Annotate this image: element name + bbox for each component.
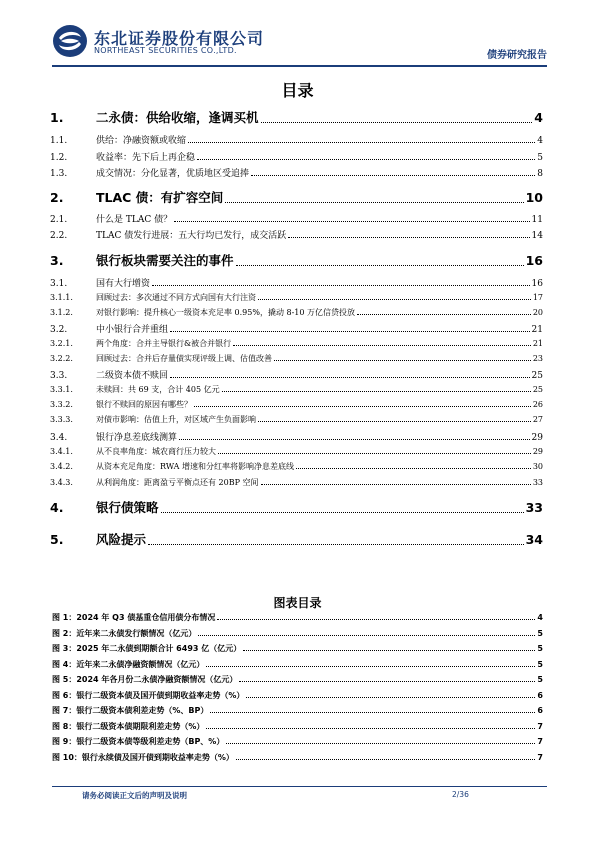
figure-entry-page: 7 [537, 752, 543, 762]
toc-entry-page: 5 [537, 153, 543, 163]
toc-entry[interactable] [50, 228, 543, 241]
dot-leader [274, 360, 531, 361]
toc-entry[interactable] [50, 133, 543, 146]
figure-entry[interactable] [52, 659, 543, 670]
toc-entry-page: 34 [525, 532, 543, 547]
toc-entry[interactable] [50, 446, 543, 457]
toc-entry-number: 1.3. [50, 169, 68, 179]
dot-leader [198, 635, 535, 636]
figure-entry-title: 图 7：银行二级资本债利差走势（%、BP） [52, 706, 209, 715]
toc-entry-number: 3. [50, 253, 64, 268]
toc-entry-number: 3.3.2. [50, 400, 73, 409]
toc-entry-page: 25 [532, 385, 543, 394]
toc-entry-page: 26 [532, 400, 543, 409]
toc-entry-title: 银行不赎回的原因有哪些？ [96, 400, 192, 409]
toc-entry-number: 3.1. [50, 279, 68, 289]
figure-entry[interactable] [52, 674, 543, 685]
toc-entry-title: 两个角度：合并主导银行&被合并银行 [96, 339, 232, 348]
figure-entry-title: 图 6：银行二级资本债及国开债到期收益率走势（%） [52, 690, 245, 700]
toc-entry-number: 3.2. [50, 325, 68, 335]
toc-title: 目录 [281, 81, 314, 100]
dot-leader [197, 159, 535, 160]
figure-entry[interactable] [52, 705, 543, 716]
toc-entry-page: 11 [531, 215, 543, 225]
dot-leader [217, 619, 535, 620]
figure-entry-title: 图 2：近年来二永债发行额情况（亿元） [52, 628, 197, 638]
toc-entry-number: 1. [50, 110, 64, 125]
toc-entry-number: 3.4. [50, 433, 68, 443]
dot-leader [236, 759, 535, 760]
dot-leader [226, 743, 535, 744]
toc-entry-page: 8 [537, 169, 543, 179]
dot-leader [239, 681, 535, 682]
dot-leader [243, 650, 535, 651]
toc-entry-title: 风险提示 [96, 532, 147, 547]
figure-entry[interactable] [52, 721, 543, 732]
dot-leader [261, 484, 531, 485]
figure-entry[interactable] [52, 628, 543, 639]
toc-entry-title: 供给：净融资额或收缩 [96, 136, 187, 146]
dot-leader [225, 202, 523, 203]
toc-entry-title: 从不良率角度：城农商行压力较大 [96, 447, 216, 456]
toc-entry[interactable] [50, 477, 543, 488]
page-header [52, 22, 547, 64]
dot-leader [236, 265, 524, 266]
figure-entry[interactable] [52, 690, 543, 701]
toc-entry-title: 二永债：供给收缩，逢调买机 [96, 110, 259, 125]
northeast-securities-logo-icon [52, 24, 88, 58]
toc-entry-number: 2.1. [50, 215, 68, 225]
toc-entry-title: 从利润角度：距离盈亏平衡点还有 20BP 空间 [96, 478, 259, 487]
figure-entry-title: 图 10：银行永续债及国开债到期收益率走势（%） [52, 752, 234, 762]
dot-leader [152, 285, 530, 286]
toc-entry-number: 3.3.3. [50, 415, 73, 424]
dot-leader [288, 237, 529, 238]
toc-entry[interactable] [50, 384, 543, 395]
figure-entry-page: 7 [537, 737, 543, 746]
dot-leader [246, 697, 535, 698]
toc-entry-number: 2. [50, 190, 64, 205]
figure-entry[interactable] [52, 736, 543, 747]
toc-entry-title: 回顾过去：合并后存量债实现评级上调、估值改善 [96, 354, 272, 363]
toc-entry-page: 14 [531, 231, 543, 241]
dot-leader [222, 391, 531, 392]
dot-leader [174, 221, 529, 222]
toc-entry-title: 国有大行增资 [96, 279, 151, 289]
figure-entry-page: 4 [537, 613, 543, 622]
toc-entry-title: 成交情况：分化显著，优质地区受追捧 [96, 169, 250, 179]
toc-entry-title: 从资本充足角度：RWA 增速和分红率将影响净息差底线 [96, 462, 294, 471]
figure-entry-title: 图 4：近年来二永债净融资额情况（亿元） [52, 659, 205, 669]
toc-entry-page: 4 [534, 110, 543, 125]
toc-entry-number: 2.2. [50, 231, 68, 241]
footer-divider [52, 786, 547, 787]
toc-entry-page: 33 [525, 500, 543, 515]
dot-leader [296, 468, 531, 469]
toc-entry[interactable] [50, 150, 543, 163]
report-type: 债券研究报告 [487, 50, 547, 61]
figure-entry-page: 5 [537, 675, 543, 684]
toc-entry-number: 3.4.1. [50, 447, 73, 456]
figure-entry-page: 7 [537, 721, 543, 731]
toc-entry[interactable] [50, 322, 543, 335]
dot-leader [179, 439, 530, 440]
toc-entry-title: 银行板块需要关注的事件 [96, 253, 234, 268]
dot-leader [206, 666, 535, 667]
figure-list-title: 图表目录 [273, 596, 322, 610]
figure-entry-title: 图 1：2024 年 Q3 债基重仓信用债分布情况 [52, 613, 216, 622]
dot-leader [194, 406, 531, 407]
toc-entry-page: 16 [525, 253, 543, 268]
figure-entry-page: 6 [537, 706, 543, 715]
toc-entry-number: 3.3.1. [50, 385, 73, 394]
toc-entry-page: 30 [532, 462, 543, 471]
toc-entry[interactable] [50, 166, 543, 179]
toc-entry[interactable] [50, 530, 543, 548]
toc-entry-number: 3.2.2. [50, 354, 73, 363]
figure-entry-title: 图 9：银行二级资本债等级利差走势（BP、%） [52, 737, 225, 746]
dot-leader [206, 728, 535, 729]
toc-entry[interactable] [50, 338, 543, 349]
toc-entry[interactable] [50, 108, 543, 126]
toc-entry[interactable] [50, 461, 543, 472]
toc-entry-title: 中小银行合并重组 [96, 325, 169, 335]
toc-entry-page: 10 [525, 190, 543, 205]
toc-entry-title: 对银行影响：提升核心一级资本充足率 0.95%，撬动 8-10 万亿信贷投放 [96, 308, 356, 317]
toc-entry-page: 23 [532, 354, 543, 363]
toc-entry-title: 回顾过去：多次通过不同方式向国有大行注资 [96, 293, 256, 302]
toc-entry[interactable] [50, 188, 543, 206]
toc-entry-number: 5. [50, 532, 64, 547]
dot-leader [170, 377, 530, 378]
toc-entry-number: 1.2. [50, 153, 68, 163]
toc-entry-number: 3.1.2. [50, 308, 73, 317]
toc-entry-number: 1.1. [50, 136, 68, 146]
figure-entry-page: 5 [537, 644, 543, 653]
toc-entry-number: 3.2.1. [50, 339, 73, 348]
toc-entry-title: 未赎回：共 69 支，合计 405 亿元 [96, 385, 220, 394]
dot-leader [210, 712, 535, 713]
footer-disclaimer: 请务必阅读正文后的声明及说明 [82, 791, 187, 800]
brand-name-en: NORTHEAST SECURITIES CO.,LTD. [94, 46, 237, 55]
toc-entry[interactable] [50, 368, 543, 381]
toc-entry[interactable] [50, 276, 543, 289]
toc-entry[interactable] [50, 307, 543, 318]
figure-entry-title: 图 3：2025 年二永债到期额合计 6493 亿（亿元） [52, 644, 242, 653]
toc-entry[interactable] [50, 353, 543, 364]
dot-leader [251, 175, 535, 176]
toc-entry-title: TLAC 债：有扩容空间 [96, 190, 224, 205]
toc-entry-page: 33 [532, 478, 543, 487]
toc-entry[interactable] [50, 399, 543, 410]
toc-entry-page: 4 [537, 136, 543, 146]
figure-entry-page: 5 [537, 628, 543, 638]
figure-entry[interactable] [52, 643, 543, 654]
figure-entry-page: 6 [537, 690, 543, 700]
figure-entry-page: 5 [537, 659, 543, 669]
figure-entry-title: 图 8：银行二级资本债期限利差走势（%） [52, 721, 205, 731]
toc-entry[interactable] [50, 430, 543, 443]
dot-leader [170, 331, 530, 332]
dot-leader [258, 299, 531, 300]
toc-entry[interactable] [50, 251, 543, 269]
toc-entry[interactable] [50, 292, 543, 303]
toc-entry-number: 3.3. [50, 371, 68, 381]
dot-leader [261, 122, 533, 123]
toc-entry[interactable] [50, 498, 543, 516]
toc-entry-page: 16 [531, 279, 543, 289]
figure-entry[interactable] [52, 752, 543, 763]
toc-entry[interactable] [50, 212, 543, 225]
toc-entry-title: 二级资本债不赎回 [96, 371, 169, 381]
toc-entry-page: 21 [531, 325, 543, 335]
toc-entry-title: 银行债策略 [96, 500, 159, 515]
dot-leader [233, 345, 531, 346]
toc-entry-page: 20 [532, 308, 543, 317]
toc-entry-page: 29 [532, 447, 543, 456]
toc-entry-title: 对债市影响：估值上升，对区域产生负面影响 [96, 415, 256, 424]
dot-leader [148, 544, 524, 545]
dot-leader [188, 142, 535, 143]
toc-entry-number: 3.4.2. [50, 462, 73, 471]
toc-entry-page: 17 [532, 293, 543, 302]
toc-entry-title: 银行净息差底线测算 [96, 433, 178, 443]
toc-entry-page: 27 [532, 415, 543, 424]
toc-entry-title: 什么是 TLAC 债？ [96, 215, 173, 225]
dot-leader [218, 453, 531, 454]
figure-entry[interactable] [52, 612, 543, 623]
toc-entry-number: 3.1.1. [50, 293, 73, 302]
toc-entry-number: 4. [50, 500, 64, 515]
header-divider [52, 65, 547, 67]
toc-entry[interactable] [50, 414, 543, 425]
dot-leader [258, 421, 531, 422]
page-number: 2/36 [452, 790, 469, 799]
toc-entry-title: 收益率：先下后上再企稳 [96, 153, 196, 163]
dot-leader [161, 512, 524, 513]
toc-entry-page: 25 [531, 371, 543, 381]
toc-entry-title: TLAC 债发行进展：五大行均已发行，成交活跃 [96, 231, 287, 241]
toc-entry-page: 29 [531, 433, 543, 443]
toc-entry-page: 21 [532, 339, 543, 348]
brand-name-cn: 东北证券股份有限公司 [94, 29, 265, 48]
figure-entry-title: 图 5：2024 年各月份二永债净融资额情况（亿元） [52, 675, 238, 684]
toc-entry-number: 3.4.3. [50, 478, 73, 487]
dot-leader [357, 314, 531, 315]
